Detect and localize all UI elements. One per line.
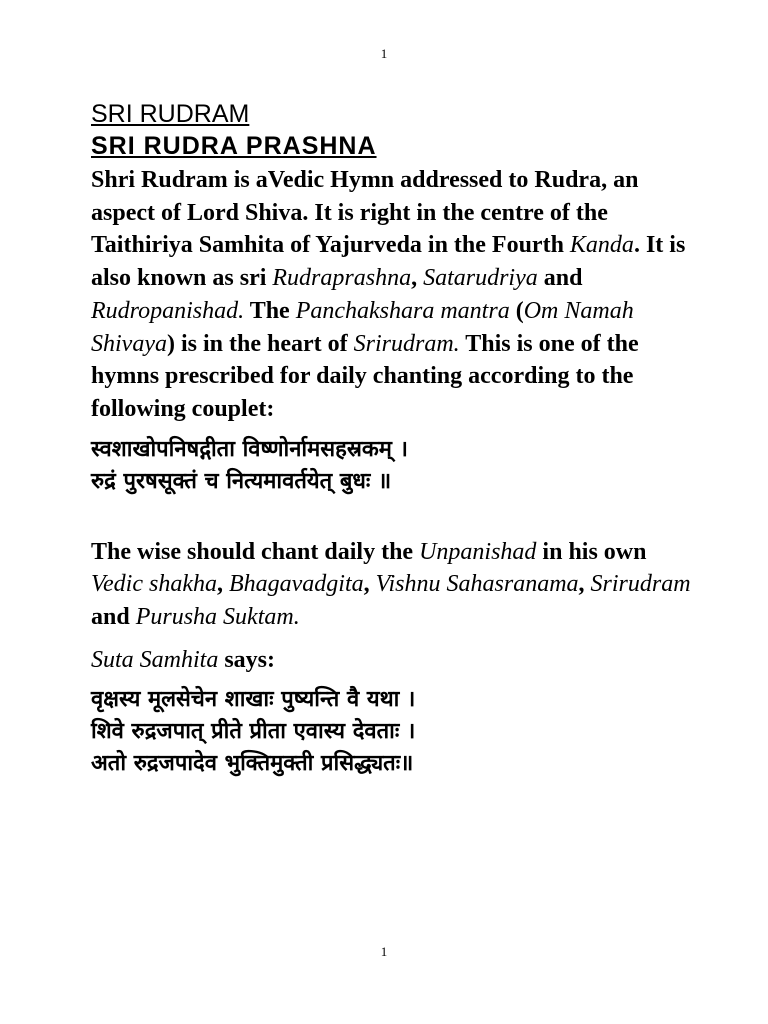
suta-says: says:: [218, 646, 276, 673]
term-panchakshara: Panchakshara mantra: [295, 297, 510, 324]
intro-text-1: Shri Rudram is aVedic Hymn addressed to Rudra, an aspect of Lord Shiva. It is right in the centre of the Taithiriya Samhita of Yajurveda in the Fourth: [91, 167, 639, 259]
page-number-top: 1: [380, 46, 388, 61]
intro-paren: (: [509, 297, 524, 324]
term-rudraprashna: Rudraprashna: [272, 265, 412, 292]
term-srirudram: Srirudram.: [353, 330, 460, 357]
verse-line-1: वृक्षस्य मूलसेचेन शाखाः पुष्यन्ति वै यथा ।: [91, 687, 416, 713]
term-bhagavadgita: Bhagavadgita: [228, 571, 364, 598]
page-number-bottom: 1: [380, 944, 388, 959]
term-rudropanishad: Rudropanishad.: [91, 297, 245, 324]
wise-and: and: [91, 604, 136, 631]
term-srirudram-2: Srirudram: [590, 571, 691, 598]
document-body: [91, 98, 691, 780]
wise-paragraph: [91, 536, 691, 634]
wise-comma-2: ,: [363, 571, 376, 598]
term-satarudriya: Satarudriya: [423, 265, 538, 292]
suta-line: [91, 644, 691, 677]
term-suta-samhita: Suta Samhita: [91, 646, 219, 673]
title-sri-rudram: SRI RUDRAM: [91, 100, 250, 128]
wise-comma-1: ,: [216, 571, 229, 598]
intro-text-2: . It is also known as sri: [91, 232, 686, 292]
wise-comma-3: ,: [578, 571, 591, 598]
verse-line-2: शिवे रुद्रजपात् प्रीते प्रीता एवास्य देवताः ।: [91, 719, 416, 745]
wise-text-1: The wise should chant daily the: [91, 538, 420, 565]
wise-text-2: in his own: [536, 538, 647, 565]
intro-the: The: [244, 297, 296, 324]
intro-paragraph: [91, 164, 691, 426]
verse-line-3: अतो रुद्रजपादेव भुक्तिमुक्ती प्रसिद्ध्यतः॥: [91, 751, 414, 777]
term-om-namah-shivaya: Om Namah Shivaya: [91, 297, 634, 357]
term-vedic-shakha: Vedic shakha: [91, 571, 217, 598]
intro-text-3: ) is in the heart of: [166, 330, 354, 357]
intro-text-4: This is one of the hymns prescribed for daily chanting according to the following couplet:: [91, 330, 639, 422]
term-vishnu-sahasranama: Vishnu Sahasranama: [375, 571, 579, 598]
couplet-line-2: रुद्रं पुरषसूक्तं च नित्यमावर्तयेत् बुधः ॥: [91, 468, 392, 494]
term-kanda: Kanda: [569, 232, 634, 259]
couplet-line-1: स्वशाखोपनिषद्गीता विष्णोर्नामसहस्रकम् ।: [91, 436, 408, 462]
term-purusha-suktam: Purusha Suktam.: [135, 604, 300, 631]
intro-comma: ,: [411, 265, 424, 292]
title-sri-rudra-prashna: SRI RUDRA PRASHNA: [91, 132, 377, 160]
term-unpanishad: Unpanishad: [419, 538, 537, 565]
intro-and: and: [537, 265, 583, 292]
